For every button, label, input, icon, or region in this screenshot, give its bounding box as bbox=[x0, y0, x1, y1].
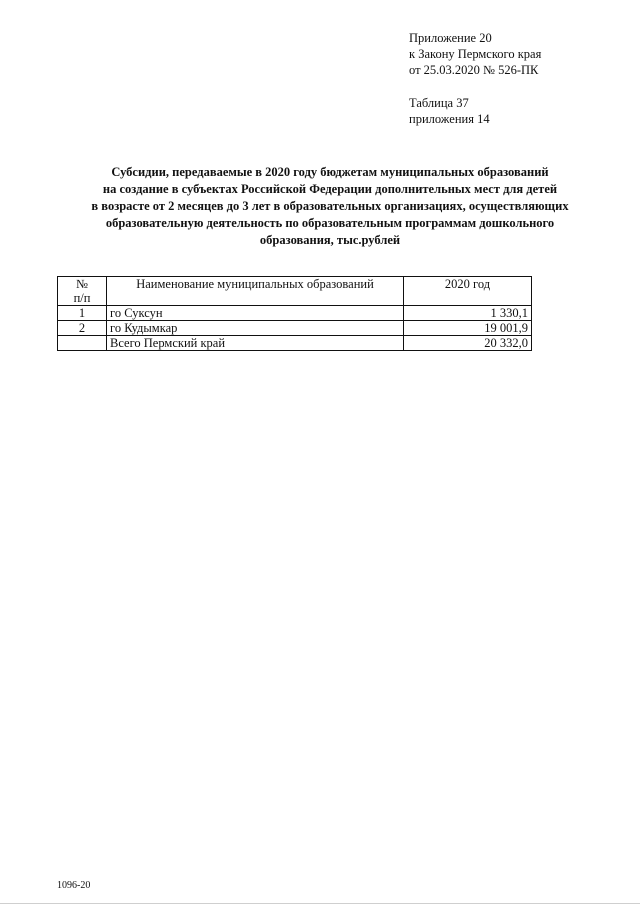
row-number bbox=[58, 336, 107, 351]
row-name: го Кудымкар bbox=[107, 321, 404, 336]
table-ref-line: приложения 14 bbox=[409, 112, 490, 126]
page-edge-line bbox=[0, 903, 640, 904]
header-number-abbr: п/п bbox=[73, 291, 91, 305]
appendix-line: от 25.03.2020 № 526-ПК bbox=[409, 63, 539, 77]
table-row bbox=[58, 306, 532, 321]
row-number: 2 bbox=[58, 321, 107, 336]
appendix-line: Приложение 20 bbox=[409, 31, 492, 45]
appendix-header bbox=[409, 30, 541, 78]
row-name: Всего Пермский край bbox=[107, 336, 404, 351]
table-total-row bbox=[58, 336, 532, 351]
title-line: образовательную деятельность по образовательным программам дошкольного bbox=[105, 216, 555, 230]
header-year: 2020 год bbox=[404, 277, 532, 306]
row-value: 1 330,1 bbox=[404, 306, 532, 321]
table-row bbox=[58, 321, 532, 336]
row-value: 19 001,9 bbox=[404, 321, 532, 336]
header-number bbox=[58, 277, 107, 306]
subsidy-table bbox=[57, 276, 532, 351]
title-line: на создание в субъектах Российской Федерации дополнительных мест для детей bbox=[102, 182, 558, 196]
document-title bbox=[40, 164, 620, 249]
footer-code: 1096-20 bbox=[57, 880, 91, 891]
header-name: Наименование муниципальных образований bbox=[107, 277, 404, 306]
row-name: го Суксун bbox=[107, 306, 404, 321]
title-line: Субсидии, передаваемые в 2020 году бюджетам муниципальных образований bbox=[111, 165, 549, 179]
table-ref-line: Таблица 37 bbox=[409, 96, 469, 110]
title-line: образования, тыс.рублей bbox=[259, 233, 401, 247]
row-value: 20 332,0 bbox=[404, 336, 532, 351]
title-line: в возрасте от 2 месяцев до 3 лет в образовательных организациях, осуществляющих bbox=[91, 199, 569, 213]
row-number: 1 bbox=[58, 306, 107, 321]
table-header-row bbox=[58, 277, 532, 306]
appendix-line: к Закону Пермского края bbox=[409, 47, 542, 61]
table-reference bbox=[409, 95, 490, 127]
header-number-symbol: № bbox=[76, 277, 88, 291]
